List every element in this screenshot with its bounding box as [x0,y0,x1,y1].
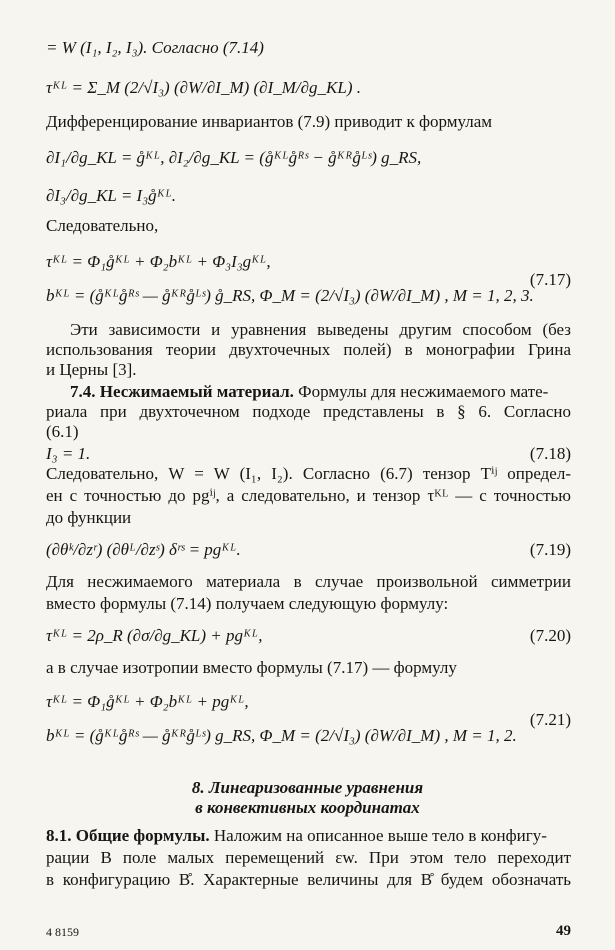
section-title-8-line-2: в конвективных координатах [195,798,420,817]
line-16: Следовательно, W = W (I₁, I₂). Согласно (6.7) тензор Tⁱʲ определ- [46,464,571,483]
formula-7-19: (∂θᵏ/∂zʳ) (∂θᴸ/∂zˢ) δʳˢ = pgᴷᴸ. [46,540,241,559]
equation-number-7-19: (7.19) [529,540,571,559]
page-number: 49 [556,923,571,939]
line-18: до функции [46,508,132,527]
formula-7-17-a: τᴷᴸ = Φ₁g̊ᴷᴸ + Φ₂bᴷᴸ + Φ₃I₃gᴷᴸ, [46,252,271,271]
formula-7-21-b: bᴷᴸ = (g̊ᴷᴸg̊ᴿˢ — g̊ᴷᴿg̊ᴸˢ) g_RS, Φ_M = (2/√I₃) (∂W/∂I_M) , M = 1, 2. [46,726,517,745]
line-29: рации B поле малых перемещений εw. При этом тело переходит [46,848,571,867]
formula-7-17-b: bᴷᴸ = (g̊ᴷᴸg̊ᴿˢ — g̊ᴷᴿg̊ᴸˢ) g̊_RS, Φ_M = (2/√I₃) (∂W/∂I_M) , M = 1, 2, 3. [46,286,534,305]
line-10: использования теории двухточечных полей) в монографии Грина [46,340,571,359]
line-17: ен с точностью до pgⁱʲ, а следовательно, и тензор τᴷᴸ — с точностью [46,486,571,505]
section-title-8-line-1: 8. Линеаризованные уравнения [191,778,424,797]
equation-number-7-20: (7.20) [529,626,571,645]
formula-tau-sum: τᴷᴸ = Σ_M (2/√I₃) (∂W/∂I_M) (∂I_M/∂g_KL) . [46,78,361,97]
printer-signature: 4 8159 [46,925,79,939]
subsection-heading-8-1: 8.1. Общие формулы. [46,826,210,845]
line-30: в конфигурацию B̊. Характерные величины для B̊ будем обозначать [46,870,571,889]
equation-number-7-18: (7.18) [529,444,571,463]
line-6: Следовательно, [46,216,159,235]
formula-7-18: I₃ = 1. [46,444,91,463]
line-14: (6.1) [46,422,79,441]
line-11: и Церны [3]. [46,360,137,379]
line-3: Дифференцирование инвариантов (7.9) приводит к формулам [46,112,493,131]
line-1: = W (I₁, I₂, I₃). Согласно (7.14) [46,38,264,57]
line-9: Эти зависимости и уравнения выведены другим способом (без [70,320,571,339]
line-20: Для несжимаемого материала в случае произвольной симметрии [46,572,571,591]
formula-dI1-dI2: ∂I₁/∂g_KL = g̊ᴷᴸ, ∂I₂/∂g_KL = (g̊ᴷᴸg̊ᴿˢ − g̊ᴷᴿg̊ᴸˢ) g_RS, [46,148,422,167]
line-23: а в случае изотропии вместо формулы (7.17) — формулу [46,658,457,677]
line-12-text: Формулы для несжимаемого мате- [293,382,549,401]
formula-dI3: ∂I₃/∂g_KL = I₃g̊ᴷᴸ. [46,186,177,205]
equation-number-7-21: (7.21) [529,710,571,729]
line-28 [46,826,571,846]
line-21: вместо формулы (7.14) получаем следующую формулу: [46,594,449,613]
line-28-text: Наложим на описанное выше тело в конфигу- [209,826,547,845]
equation-number-7-17: (7.17) [529,270,571,289]
line-12 [70,382,571,402]
subsection-heading-7-4: 7.4. Несжимаемый материал. [70,382,294,401]
formula-7-20: τᴷᴸ = 2ρ_R (∂σ/∂g_KL) + pgᴷᴸ, [46,626,263,645]
formula-7-21-a: τᴷᴸ = Φ₁g̊ᴷᴸ + Φ₂bᴷᴸ + pgᴷᴸ, [46,692,249,711]
line-13: риала при двухточечном подходе представлены в § 6. Согласно [46,402,571,421]
